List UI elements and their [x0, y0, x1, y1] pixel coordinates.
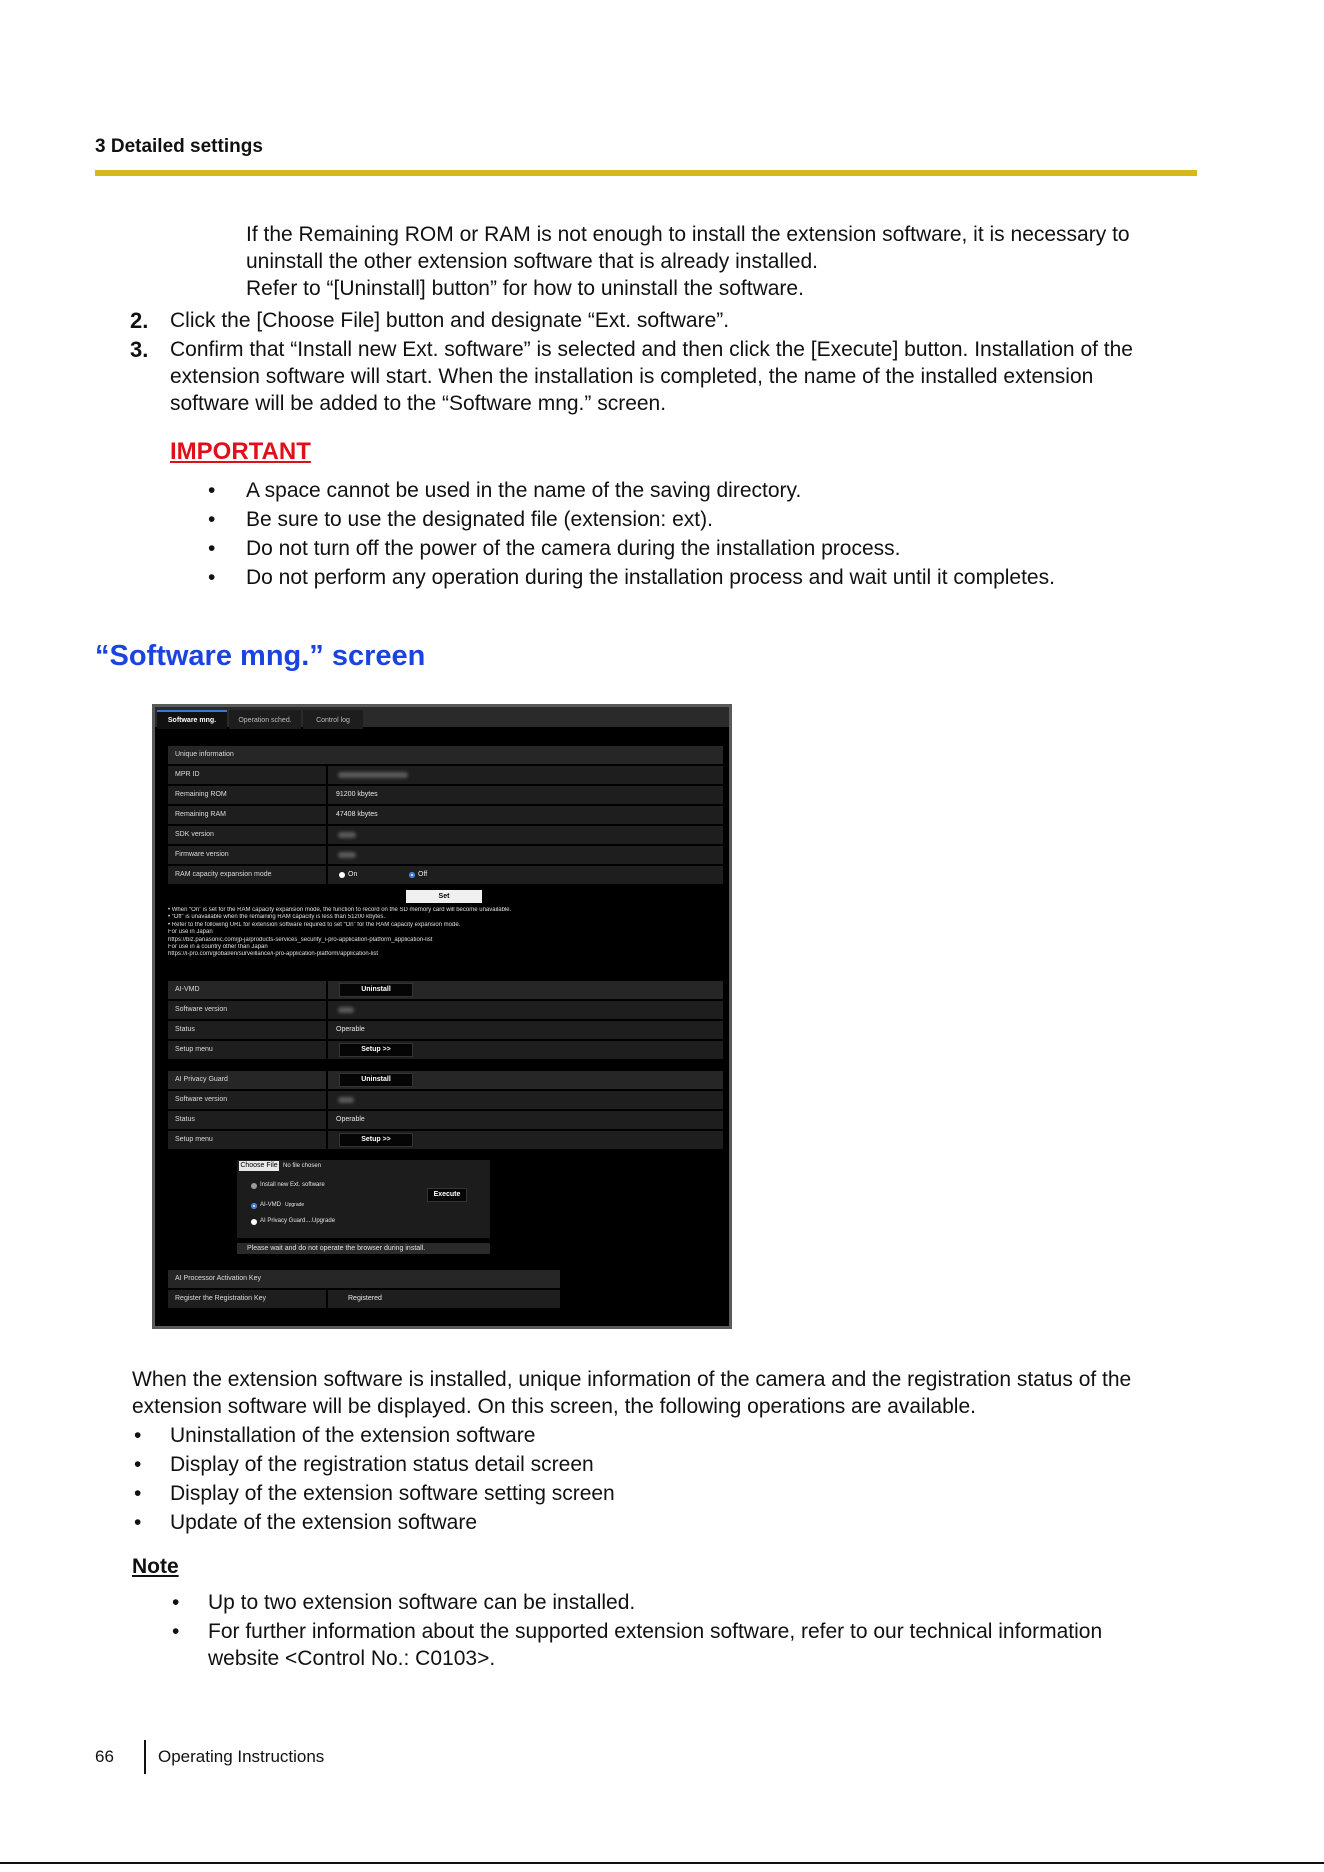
blurred-value: [338, 852, 356, 858]
radio-ai-privacy-guard[interactable]: [251, 1219, 257, 1225]
activation-header: AI Processor Activation Key: [168, 1270, 560, 1288]
row-remaining-ram: Remaining RAM 47408 kbytes: [168, 806, 723, 824]
radio-install-new[interactable]: [251, 1183, 257, 1189]
step-number: 3.: [130, 337, 149, 362]
list-item: • Be sure to use the designated file (extension: ext).: [208, 508, 713, 531]
tab-operation-sched[interactable]: Operation sched.: [229, 710, 301, 729]
row-software-version: Software version: [168, 1001, 723, 1019]
opt-ai-vmd: AI-VMD: [260, 1202, 281, 1208]
note-list: [170, 1589, 1210, 1672]
opt-install-new: Install new Ext. software: [260, 1182, 325, 1188]
list-item: • Uninstallation of the extension software: [134, 1424, 536, 1447]
step-text: [170, 336, 1210, 417]
list-item: • For further information about the supported extension software, refer to our technical information website <Control No.: C0103>.: [172, 1620, 1103, 1670]
section-title: 3 Detailed settings: [95, 136, 263, 157]
row-registration-key: Register the Registration Key Registered: [168, 1290, 560, 1308]
list-item: • Display of the registration status detail screen: [134, 1453, 594, 1476]
intro-line: If the Remaining ROM or RAM is not enough to install the extension software, it is necessary to: [246, 223, 1130, 246]
footer-divider: [144, 1740, 146, 1774]
page-number: 66: [95, 1747, 114, 1766]
row-status: Status Operable: [168, 1021, 723, 1039]
list-item: • A space cannot be used in the name of the saving directory.: [208, 479, 802, 502]
row-status: Status Operable: [168, 1111, 723, 1129]
list-item: • Do not turn off the power of the camera during the installation process.: [208, 537, 901, 560]
step-line: software will be added to the “Software mng.” screen.: [170, 392, 667, 415]
tab-control-log[interactable]: Control log: [303, 710, 363, 729]
page-bottom-rule: [0, 1862, 1324, 1864]
step-line: Confirm that “Install new Ext. software” is selected and then click the [Execute] button. Installation of the: [170, 338, 1133, 361]
intro-paragraph: [246, 221, 1206, 302]
important-list: [170, 477, 1210, 593]
install-wait-message: Please wait and do not operate the browser during install.: [237, 1243, 490, 1254]
row-sdk-version: SDK version: [168, 826, 723, 844]
step-line: extension software will start. When the installation is completed, the name of the installed extension: [170, 365, 1094, 388]
operations-list: [132, 1422, 1172, 1538]
list-item: • Update of the extension software: [134, 1511, 478, 1534]
step-3: [0, 336, 1324, 420]
blurred-value: [338, 772, 408, 778]
unique-info-header: Unique information: [168, 746, 723, 764]
set-button[interactable]: Set: [406, 890, 482, 903]
radio-ai-vmd[interactable]: [251, 1203, 257, 1209]
choose-file-button[interactable]: Choose File: [240, 1162, 278, 1169]
important-heading: IMPORTANT: [170, 438, 311, 465]
uninstall-button[interactable]: Uninstall: [339, 1073, 413, 1087]
intro-line: Refer to “[Uninstall] button” for how to uninstall the software.: [246, 277, 804, 300]
tab-bar: [155, 707, 729, 727]
app-row-ai-privacy-guard: AI Privacy Guard Uninstall: [168, 1071, 723, 1089]
uninstall-button[interactable]: Uninstall: [339, 983, 413, 997]
tab-software-mng[interactable]: Software mng.: [157, 710, 227, 729]
list-item: • Do not perform any operation during the installation process and wait until it completes.: [208, 566, 1055, 589]
row-software-version: Software version: [168, 1091, 723, 1109]
row-setup-menu: Setup menu Setup >>: [168, 1131, 723, 1149]
description-line: When the extension software is installed, unique information of the camera and the registration status of the: [132, 1368, 1132, 1391]
blurred-value: [338, 1007, 354, 1013]
radio-on[interactable]: [339, 872, 345, 878]
blurred-value: [338, 832, 356, 838]
execute-button[interactable]: Execute: [427, 1188, 467, 1202]
setup-button[interactable]: Setup >>: [339, 1043, 413, 1057]
row-mpr-id: MPR ID: [168, 766, 723, 784]
blurred-value: [338, 1097, 354, 1103]
description-line: extension software will be displayed. On this screen, the following operations are available.: [132, 1395, 976, 1418]
ram-mode-notes: • When “On” is set for the RAM capacity expansion mode, the function to record on the SD memory card will become unavailable. • “Off” is unavailable when the remaining RAM capacity is less than 51200 kbytes. • Refer to the following URL for extension software required to set “On” for the RAM capacity expansion mode. For use in Japan https://biz.panasonic.com/jp-ja/products-services_security_i-pro-application-platform_application-list For use in a country other than Japan https://i-pro.com/global/en/surveillance/i-pro-application-platform/application-list: [168, 907, 512, 958]
note-heading: Note: [132, 1555, 179, 1578]
row-setup-menu: Setup menu Setup >>: [168, 1041, 723, 1059]
footer-title: Operating Instructions: [158, 1747, 325, 1766]
opt-ai-vmd-upgrade: Upgrade: [285, 1202, 305, 1208]
install-panel: [237, 1160, 490, 1238]
setup-button[interactable]: Setup >>: [339, 1133, 413, 1147]
header-rule: [95, 170, 1197, 176]
no-file-text: No file chosen: [283, 1163, 322, 1169]
row-ram-mode: RAM capacity expansion mode On Off: [168, 866, 723, 884]
opt-ai-privacy-guard: AI Privacy Guard....Upgrade: [260, 1218, 336, 1224]
row-firmware-version: Firmware version: [168, 846, 723, 864]
step-number: 2.: [130, 308, 149, 333]
step-text: Click the [Choose File] button and designate “Ext. software”.: [170, 309, 730, 332]
step-2: [0, 307, 1324, 337]
list-item: • Up to two extension software can be installed.: [172, 1591, 636, 1614]
software-mng-screenshot: [152, 704, 732, 1329]
screen-heading: “Software mng.” screen: [95, 640, 426, 672]
app-row-ai-vmd: AI-VMD Uninstall: [168, 981, 723, 999]
intro-line: uninstall the other extension software that is already installed.: [246, 250, 818, 273]
row-remaining-rom: Remaining ROM 91200 kbytes: [168, 786, 723, 804]
list-item: • Display of the extension software setting screen: [134, 1482, 615, 1505]
description-paragraph: [132, 1366, 1212, 1420]
radio-off[interactable]: [409, 872, 415, 878]
